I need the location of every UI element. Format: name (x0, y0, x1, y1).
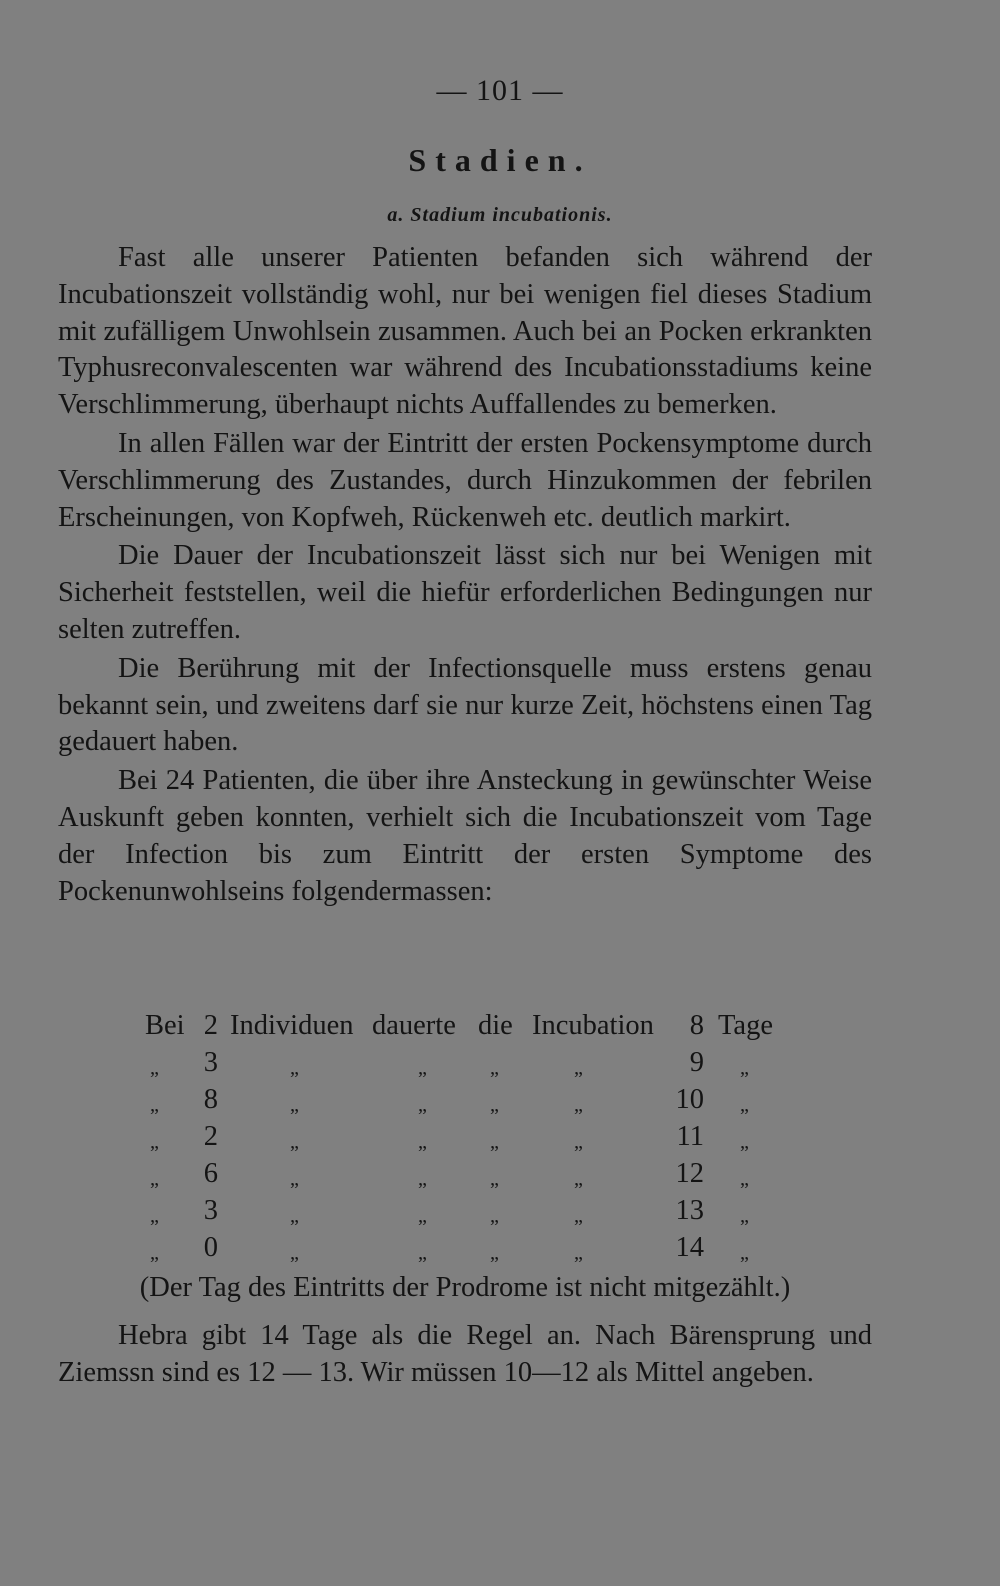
footnote-text: (Der Tag des Eintritts der Prodrome ist nicht mitgezählt.) (139, 1272, 791, 1303)
table-count: 0 (203, 1232, 218, 1263)
table-row (0, 1158, 1000, 1195)
table-incubation: Incubation (532, 1010, 654, 1041)
body-text (58, 240, 872, 912)
ditto-mark: „ (740, 1168, 749, 1190)
ditto-mark: „ (290, 1205, 299, 1227)
ditto-mark: „ (574, 1168, 583, 1190)
paragraph: Die Berührung mit der Infectionsquelle muss erstens genau bekannt sein, und zweitens darf sie nur kurze Zeit, höchstens einen Tag gedauert haben. (58, 652, 872, 758)
table-row (0, 1121, 1000, 1158)
ditto-mark: „ (490, 1131, 499, 1153)
ditto-mark: „ (490, 1242, 499, 1264)
page-number: — 101 — (436, 74, 564, 107)
ditto-mark: „ (574, 1205, 583, 1227)
ditto-mark: „ (290, 1242, 299, 1264)
table-days: 8 (689, 1010, 704, 1041)
ditto-mark: „ (574, 1242, 583, 1264)
table-count: 2 (203, 1010, 218, 1041)
ditto-mark: „ (418, 1057, 427, 1079)
table-row (0, 1232, 1000, 1269)
ditto-mark: „ (150, 1094, 159, 1116)
ditto-mark: „ (574, 1057, 583, 1079)
ditto-mark: „ (490, 1057, 499, 1079)
closing-text (58, 1318, 872, 1392)
ditto-mark: „ (490, 1205, 499, 1227)
table-count: 3 (203, 1047, 218, 1078)
table-days: 9 (689, 1047, 704, 1078)
paragraph: Fast alle unserer Patienten befanden sich während der Incubationszeit vollständig wohl, nur bei wenigen fiel dieses Stadium mit zufälligem Unwohlsein zusammen. Auch bei an Pocken erkrankten Typhusreconvalescenten war während des Incubationsstadiums keine Verschlimmerung, überhaupt nichts Auffallendes zu bemerken. (58, 242, 872, 421)
ditto-mark: „ (418, 1094, 427, 1116)
ditto-mark: „ (740, 1205, 749, 1227)
ditto-mark: „ (740, 1057, 749, 1079)
ditto-mark: „ (574, 1131, 583, 1153)
ditto-mark: „ (574, 1094, 583, 1116)
ditto-mark: „ (150, 1205, 159, 1227)
ditto-mark: „ (418, 1131, 427, 1153)
ditto-mark: „ (418, 1168, 427, 1190)
table-count: 8 (203, 1084, 218, 1115)
table-header-row (0, 1010, 1000, 1047)
section-heading: Stadien. (408, 142, 592, 178)
table-row (0, 1047, 1000, 1084)
paragraph: Hebra gibt 14 Tage als die Regel an. Nach Bärensprung und Ziemssn sind es 12 — 13. Wir müssen 10—12 als Mittel angeben. (58, 1320, 872, 1388)
ditto-mark: „ (150, 1057, 159, 1079)
ditto-mark: „ (150, 1168, 159, 1190)
table-row (0, 1084, 1000, 1121)
table-days: 14 (675, 1232, 704, 1263)
table-individuen: Individuen (230, 1010, 354, 1041)
ditto-mark: „ (150, 1242, 159, 1264)
ditto-mark: „ (290, 1168, 299, 1190)
ditto-mark: „ (290, 1131, 299, 1153)
table-days: 12 (675, 1158, 704, 1189)
table-count: 6 (203, 1158, 218, 1189)
table-days: 10 (675, 1084, 704, 1115)
ditto-mark: „ (740, 1094, 749, 1116)
ditto-mark: „ (490, 1094, 499, 1116)
ditto-mark: „ (290, 1057, 299, 1079)
ditto-mark: „ (490, 1168, 499, 1190)
table-days: 11 (676, 1121, 704, 1152)
table-count: 3 (203, 1195, 218, 1226)
table-days: 13 (675, 1195, 704, 1226)
table-bei: Bei (145, 1010, 185, 1041)
subsection-heading: a. Stadium incubationis. (387, 204, 613, 226)
paragraph: Die Dauer der Incubationszeit lässt sich nur bei Wenigen mit Sicherheit feststellen, weil die hiefür erforderlichen Bedingungen nur selten zutreffen. (58, 540, 872, 645)
table-dauerte: dauerte (372, 1010, 456, 1041)
ditto-mark: „ (740, 1242, 749, 1264)
paragraph: In allen Fällen war der Eintritt der ersten Pockensymptome durch Verschlimmerung des Zustandes, durch Hinzukommen der febrilen Erscheinungen, von Kopfweh, Rückenweh etc. deutlich markirt. (58, 427, 872, 533)
table-die: die (478, 1010, 513, 1041)
paragraph: Bei 24 Patienten, die über ihre Ansteckung in gewünschter Weise Auskunft geben konnten, verhielt sich die Incubationszeit vom Tage der Infection bis zum Eintritt der ersten Symptome des Pockenunwohlseins folgendermassen: (58, 765, 872, 907)
table-tage: Tage (718, 1010, 773, 1041)
ditto-mark: „ (150, 1131, 159, 1153)
ditto-mark: „ (418, 1242, 427, 1264)
table-row (0, 1195, 1000, 1232)
ditto-mark: „ (418, 1205, 427, 1227)
table-count: 2 (203, 1121, 218, 1152)
ditto-mark: „ (290, 1094, 299, 1116)
ditto-mark: „ (740, 1131, 749, 1153)
